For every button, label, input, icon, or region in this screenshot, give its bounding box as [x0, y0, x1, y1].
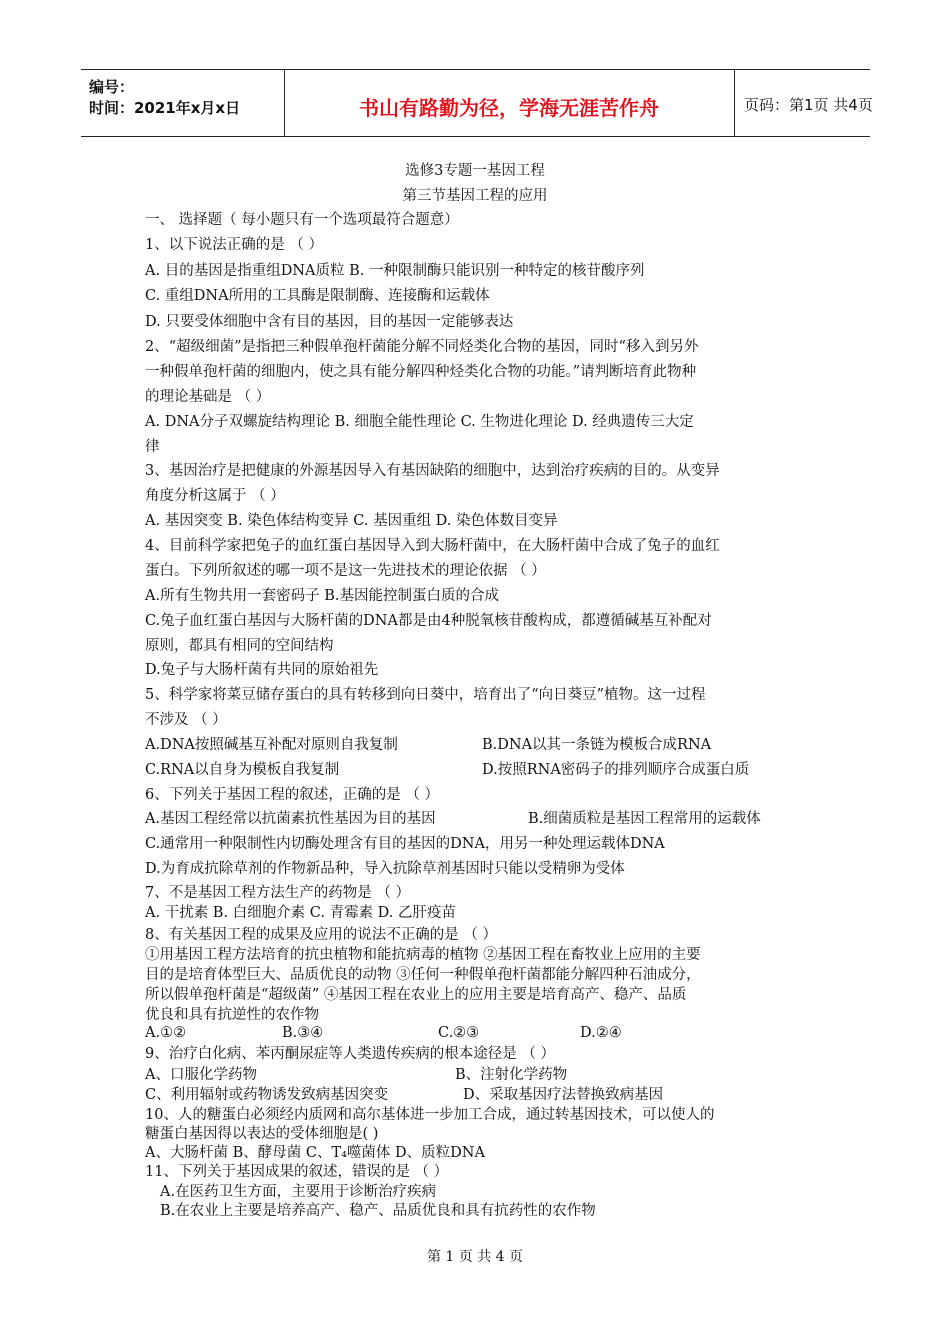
q9-option-a: A、口服化学药物	[145, 1067, 257, 1083]
q8-option-d: D.②④	[580, 1025, 622, 1041]
q1-option-c: C. 重组DNA所用的工具酶是限制酶、连接酶和运载体	[145, 288, 490, 304]
question-2-line2: 一种假单孢杆菌的细胞内，使之具有能分解四种烃类化合物的功能。”请判断培育此物种	[145, 364, 697, 380]
q1-option-d: D. 只要受体细胞中含有目的基因，目的基因一定能够表达	[145, 314, 514, 330]
question-10-line1: 10、人的糖蛋白必须经内质网和高尔基体进一步加工合成，通过转基因技术，可以使人的	[145, 1107, 715, 1123]
question-7: 7、不是基因工程方法生产的药物是 （ ）	[145, 885, 410, 901]
q8-statement-line3: 所以假单孢杆菌是“超级菌” ④基因工程在农业上的应用主要是培育高产、稳产、品质	[145, 987, 687, 1003]
q8-option-a: A.①②	[145, 1025, 187, 1041]
q3-options: A. 基因突变 B. 染色体结构变异 C. 基因重组 D. 染色体数目变异	[145, 513, 558, 529]
q5-option-d: D.按照RNA密码子的排列顺序合成蛋白质	[482, 762, 750, 778]
page-info: 页码：第1页 共4页	[744, 96, 873, 114]
q9-option-c: C、利用辐射或药物诱发致病基因突变	[145, 1087, 389, 1103]
q9-option-d: D、采取基因疗法替换致病基因	[463, 1087, 664, 1103]
question-5-line1: 5、科学家将菜豆储存蛋白的具有转移到向日葵中，培育出了“向日葵豆”植物。这一过程	[145, 687, 706, 703]
q4-option-c: C.兔子血红蛋白基因与大肠杆菌的DNA都是由4种脱氧核苷酸构成，都遵循碱基互补配对	[145, 613, 712, 629]
q2-options: A. DNA分子双螺旋结构理论 B. 细胞全能性理论 C. 生物进化理论 D. 经典遗传三大定	[145, 414, 694, 430]
q8-statement-line4: 优良和具有抗逆性的农作物	[145, 1007, 319, 1023]
date-line: 时间：2021年x月x日	[89, 99, 241, 117]
question-5-line2: 不涉及 （ ）	[145, 712, 227, 728]
q6-option-b: B.细菌质粒是基因工程常用的运载体	[528, 811, 761, 827]
q10-options: A、大肠杆菌 B、酵母菌 C、T₄噬菌体 D、质粒DNA	[145, 1145, 485, 1161]
q8-option-c: C.②③	[438, 1025, 480, 1041]
question-2-line3: 的理论基础是 （ ）	[145, 389, 271, 405]
motto: 书山有路勤为径，学海无涯苦作舟	[359, 96, 659, 120]
section-heading: 一、 选择题（ 每小题只有一个选项最符合题意）	[145, 212, 459, 228]
q4-option-ab: A.所有生物共用一套密码子 B.基因能控制蛋白质的合成	[145, 588, 499, 604]
q7-options: A. 干扰素 B. 白细胞介素 C. 青霉素 D. 乙肝疫苗	[145, 905, 457, 921]
document-subtitle: 第三节基因工程的应用	[402, 188, 548, 204]
question-8: 8、有关基因工程的成果及应用的说法不正确的是 （ ）	[145, 927, 497, 943]
q4-option-c-wrap: 原则，都具有相同的空间结构	[145, 638, 334, 654]
question-3-line1: 3、基因治疗是把健康的外源基因导入有基因缺陷的细胞中，达到治疗疾病的目的。从变异	[145, 463, 720, 479]
q6-option-c: C.通常用一种限制性内切酶处理含有目的基因的DNA，用另一种处理运载体DNA	[145, 836, 665, 852]
page-header	[81, 69, 873, 137]
header-left-cell	[81, 70, 285, 136]
question-4-line1: 4、目前科学家把兔子的血红蛋白基因导入到大肠杆菌中，在大肠杆菌中合成了兔子的血红	[145, 538, 720, 554]
header-motto-cell	[284, 70, 735, 136]
document-title: 选修3专题一基因工程	[405, 163, 545, 179]
header-page-cell	[734, 70, 873, 136]
question-9: 9、治疗白化病、苯丙酮尿症等人类遗传疾病的根本途径是 （ ）	[145, 1046, 555, 1062]
q5-option-a: A.DNA按照碱基互补配对原则自我复制	[145, 737, 398, 753]
q5-option-b: B.DNA以其一条链为模板合成RNA	[482, 737, 712, 753]
q6-option-a: A.基因工程经常以抗菌素抗性基因为目的基因	[145, 811, 436, 827]
page-footer: 第 1 页 共 4 页	[426, 1249, 524, 1265]
question-2-line1: 2、“超级细菌”是指把三种假单孢杆菌能分解不同烃类化合物的基因，同时“移入到另外	[145, 339, 699, 355]
q1-option-ab: A. 目的基因是指重组DNA质粒 B. 一种限制酶只能识别一种特定的核苷酸序列	[145, 263, 645, 279]
question-11: 11、下列关于基因成果的叙述，错误的是 （ ）	[145, 1164, 449, 1180]
q8-statement-line2: 目的是培育体型巨大、品质优良的动物 ③任何一种假单孢杆菌都能分解四种石油成分，	[145, 967, 701, 983]
question-1: 1、以下说法正确的是 （ ）	[145, 237, 323, 253]
q8-statement-line1: ①用基因工程方法培育的抗虫植物和能抗病毒的植物 ②基因工程在畜牧业上应用的主要	[145, 947, 701, 963]
q4-option-d: D.兔子与大肠杆菌有共同的原始祖先	[145, 662, 379, 678]
q6-option-d: D.为育成抗除草剂的作物新品种，导入抗除草剂基因时只能以受精卵为受体	[145, 861, 625, 877]
q11-option-b: B.在农业上主要是培养高产、稳产、品质优良和具有抗药性的农作物	[160, 1203, 596, 1219]
q2-options-wrap: 律	[145, 439, 160, 455]
question-4-line2: 蛋白。下列所叙述的哪一项不是这一先进技术的理论依据 （ ）	[145, 563, 546, 579]
q11-option-a: A.在医药卫生方面，主要用于诊断治疗疾病	[160, 1184, 437, 1200]
code-label: 编号：	[89, 78, 135, 96]
q8-option-b: B.③④	[282, 1025, 324, 1041]
question-3-line2: 角度分析这属于 （ ）	[145, 488, 285, 504]
question-10-line2: 糖蛋白基因得以表达的受体细胞是( )	[145, 1126, 379, 1142]
q5-option-c: C.RNA以自身为模板自我复制	[145, 762, 340, 778]
q9-option-b: B、注射化学药物	[455, 1067, 568, 1083]
question-6: 6、下列关于基因工程的叙述，正确的是 （ ）	[145, 787, 439, 803]
